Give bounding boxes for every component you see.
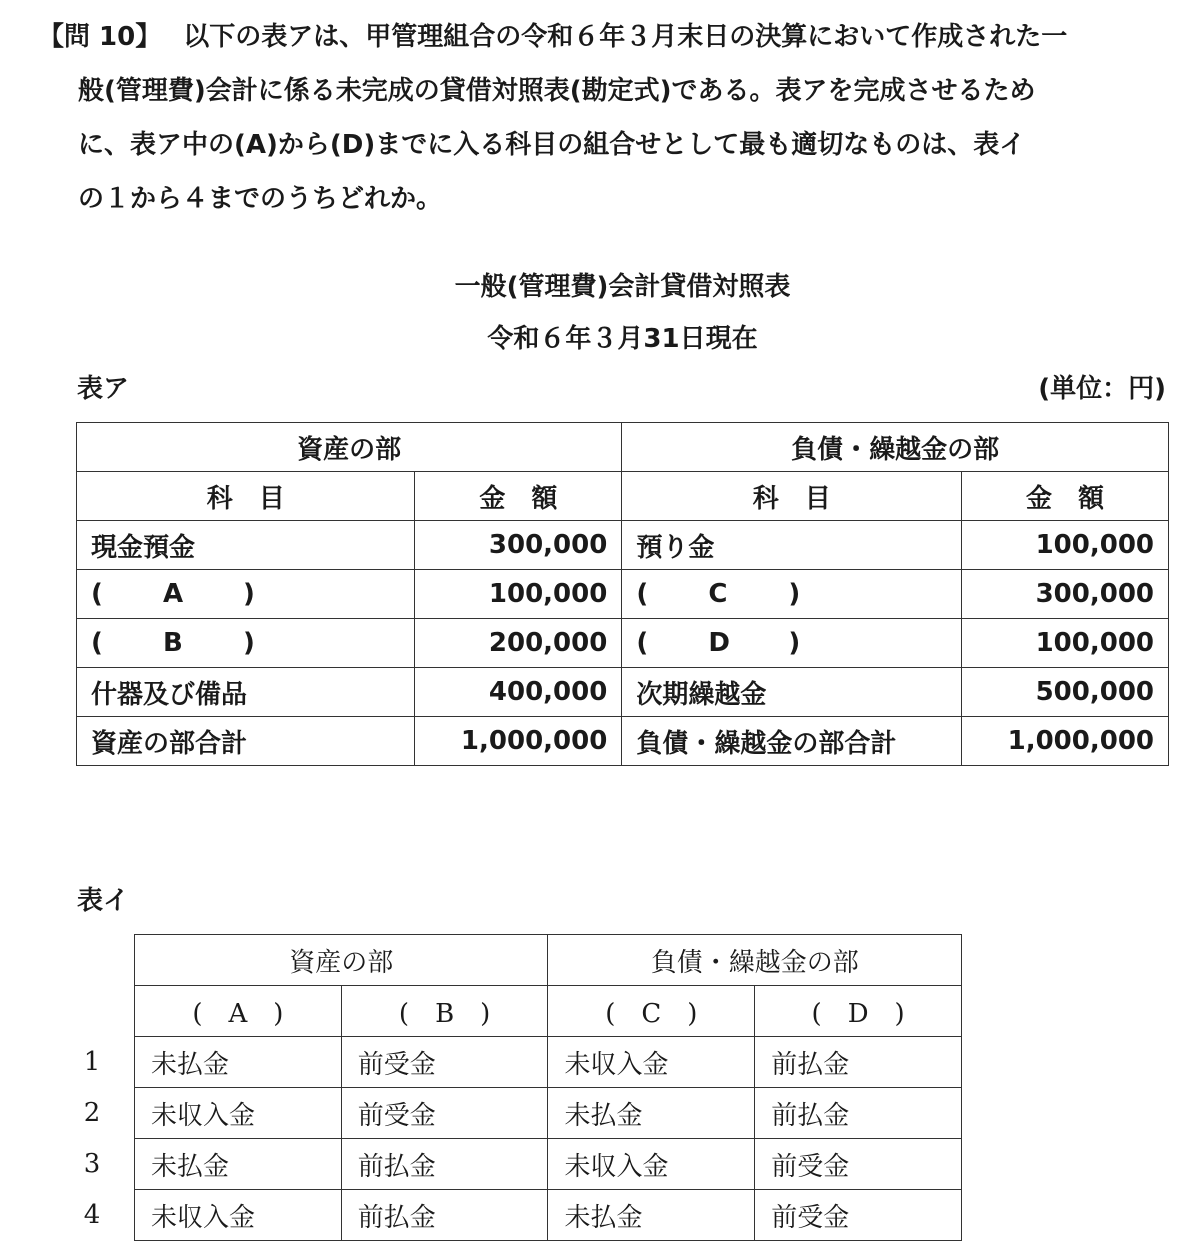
question-number: 【問 10】 [38, 22, 162, 52]
table-a-label: 表ア [77, 374, 130, 404]
asset-item: 什器及び備品 [77, 668, 415, 717]
choice-number-2: 2 [83, 1098, 101, 1128]
table-row [77, 619, 1169, 668]
choices-table [134, 934, 962, 1241]
assets-header: 資産の部 [77, 423, 622, 472]
col-d-header: ( D ) [755, 986, 962, 1037]
liability-amount: 300,000 [962, 570, 1169, 619]
table-row [77, 423, 1169, 472]
liability-item-blank-c: ( C ) [622, 570, 962, 619]
question-line-3: に、表ア中の(A)から(D)までに入る科目の組合せとして最も適切なものは、表イ [78, 130, 1026, 160]
asset-amount: 200,000 [415, 619, 622, 668]
table-row [77, 668, 1169, 717]
asset-amount: 400,000 [415, 668, 622, 717]
table-i-label: 表イ [77, 886, 130, 916]
choice-number-3: 3 [83, 1149, 101, 1179]
choice-cell-b: 前受金 [341, 1037, 548, 1088]
question-line-1: 【問 10】 以下の表アは、甲管理組合の令和６年３月末日の決算において作成された一 [38, 22, 1068, 52]
choice-cell-d: 前払金 [755, 1037, 962, 1088]
question-line-4: の１から４までのうちどれか。 [78, 184, 443, 214]
choice-cell-a: 未収入金 [135, 1190, 342, 1241]
asset-item-blank-b: ( B ) [77, 619, 415, 668]
choice-cell-a: 未収入金 [135, 1088, 342, 1139]
choice-cell-d: 前払金 [755, 1088, 962, 1139]
liabilities-header: 負債・繰越金の部 [622, 423, 1169, 472]
asset-total-label: 資産の部合計 [77, 717, 415, 766]
choice-cell-a: 未払金 [135, 1139, 342, 1190]
liability-item-blank-d: ( D ) [622, 619, 962, 668]
table-row [77, 472, 1169, 521]
col-c-header: ( C ) [548, 986, 755, 1037]
choices-assets-header: 資産の部 [135, 935, 548, 986]
choice-cell-a: 未払金 [135, 1037, 342, 1088]
table-row [135, 1139, 962, 1190]
liability-item: 預り金 [622, 521, 962, 570]
table-row [135, 1037, 962, 1088]
liability-amount: 500,000 [962, 668, 1169, 717]
question-line-2: 般(管理費)会計に係る未完成の貸借対照表(勘定式)である。表アを完成させるため [78, 76, 1036, 106]
table-row [77, 717, 1169, 766]
choice-cell-b: 前払金 [341, 1190, 548, 1241]
table-row [135, 986, 962, 1037]
table-row [135, 1088, 962, 1139]
asset-total-amount: 1,000,000 [415, 717, 622, 766]
unit-label: (単位：円) [1038, 374, 1166, 404]
table-row [77, 521, 1169, 570]
liability-item-header: 科 目 [622, 472, 962, 521]
choices-liabilities-header: 負債・繰越金の部 [548, 935, 962, 986]
choice-cell-c: 未収入金 [548, 1037, 755, 1088]
choice-cell-c: 未収入金 [548, 1139, 755, 1190]
liability-item: 次期繰越金 [622, 668, 962, 717]
asset-item: 現金預金 [77, 521, 415, 570]
table-row [135, 935, 962, 986]
table-row [135, 1190, 962, 1241]
balance-sheet-date: 令和６年３月31日現在 [487, 324, 758, 354]
liability-total-label: 負債・繰越金の部合計 [622, 717, 962, 766]
liability-amount: 100,000 [962, 521, 1169, 570]
choice-cell-b: 前払金 [341, 1139, 548, 1190]
table-row [77, 570, 1169, 619]
col-a-header: ( A ) [135, 986, 342, 1037]
choice-cell-b: 前受金 [341, 1088, 548, 1139]
asset-amount: 100,000 [415, 570, 622, 619]
asset-amount-header: 金 額 [415, 472, 622, 521]
liability-total-amount: 1,000,000 [962, 717, 1169, 766]
choice-cell-c: 未払金 [548, 1190, 755, 1241]
asset-item-header: 科 目 [77, 472, 415, 521]
question-text [38, 10, 1178, 226]
choice-cell-c: 未払金 [548, 1088, 755, 1139]
choice-number-4: 4 [83, 1200, 101, 1230]
balance-sheet-table [76, 422, 1169, 766]
choice-cell-d: 前受金 [755, 1190, 962, 1241]
choice-number-1: 1 [83, 1047, 101, 1077]
liability-amount-header: 金 額 [962, 472, 1169, 521]
choice-cell-d: 前受金 [755, 1139, 962, 1190]
asset-amount: 300,000 [415, 521, 622, 570]
balance-sheet-title: 一般(管理費)会計貸借対照表 [454, 272, 791, 302]
liability-amount: 100,000 [962, 619, 1169, 668]
asset-item-blank-a: ( A ) [77, 570, 415, 619]
col-b-header: ( B ) [341, 986, 548, 1037]
